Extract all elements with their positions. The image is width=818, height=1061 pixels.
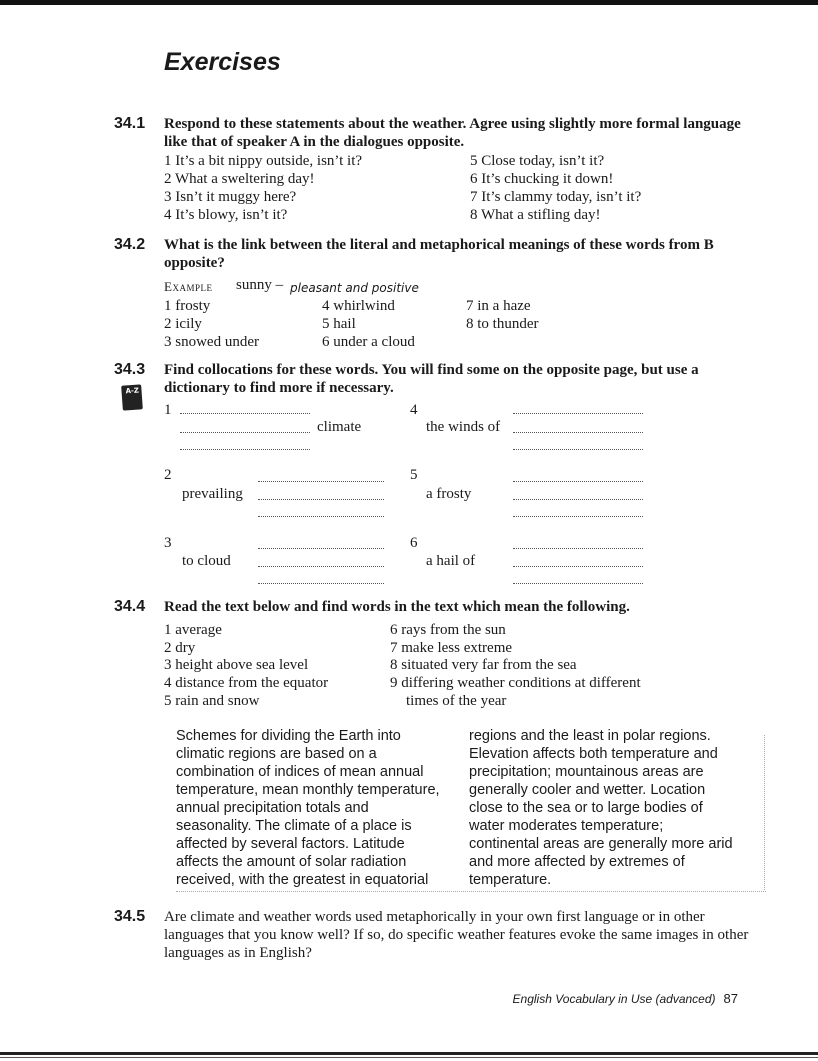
blank-line[interactable] (513, 583, 643, 584)
blank-line[interactable] (513, 449, 643, 450)
collocation-word: to cloud (182, 553, 231, 569)
blank-line[interactable] (513, 413, 643, 414)
blank-line[interactable] (513, 499, 643, 500)
list-item: 9 differing weather conditions at different (390, 675, 641, 691)
list-item: 4 whirlwind (322, 298, 395, 314)
blank-line[interactable] (513, 432, 643, 433)
list-item-continuation: times of the year (406, 693, 507, 709)
page-title: Exercises (164, 48, 281, 76)
blank-line[interactable] (180, 432, 310, 433)
blank-line[interactable] (180, 413, 310, 414)
list-item: 6 rays from the sun (390, 622, 506, 638)
blank-line[interactable] (180, 449, 310, 450)
blank-line[interactable] (513, 481, 643, 482)
list-item: 4 It’s blowy, isn’t it? (164, 207, 288, 223)
passage-edge (176, 891, 766, 892)
passage-left-column: Schemes for dividing the Earth into climatic regions are based on a combination of indices of mean annual temperature, mean monthly temperature, annual precipitation totals and seasonality. The climate of a place is affected by several factors. Latitude affects the amount of solar radiation received, with the greatest in equatorial (176, 728, 440, 888)
item-number: 4 (410, 402, 418, 418)
example-label: Example (164, 279, 213, 294)
list-item: 3 height above sea level (164, 657, 309, 673)
list-item: 7 in a haze (466, 298, 531, 314)
blank-line[interactable] (258, 499, 384, 500)
blank-line[interactable] (513, 516, 643, 517)
list-item: 8 to thunder (466, 316, 539, 332)
list-item: 1 average (164, 622, 222, 638)
exercise-number-34-5: 34.5 (114, 908, 146, 925)
exercise-34-1-question: Respond to these statements about the weather. Agree using slightly more formal language like that of speaker A in the dialogues opposite. (164, 116, 741, 150)
list-item: 1 It’s a bit nippy outside, isn’t it? (164, 153, 363, 169)
list-item: 6 under a cloud (322, 334, 415, 350)
list-item: 5 Close today, isn’t it? (470, 153, 605, 169)
exercise-number-34-3: 34.3 (114, 361, 146, 378)
example-word: sunny – (236, 277, 284, 293)
bottom-rule (0, 1052, 818, 1055)
list-item: 4 distance from the equator (164, 675, 329, 691)
item-number: 6 (410, 535, 418, 551)
passage-right-column: regions and the least in polar regions. Elevation affects both temperature and precipitation; mountainous areas are generally cooler and wetter. Location close to the sea or to large bodies of water moderates temperature; continental areas are generally more arid and more affected by extremes of temperature. (469, 728, 733, 888)
list-item: 8 What a stifling day! (470, 207, 601, 223)
exercise-number-34-1: 34.1 (114, 115, 146, 132)
list-item: 2 dry (164, 640, 196, 656)
footer (513, 991, 738, 1006)
example-answer: pleasant and positive (290, 281, 419, 295)
item-number: 2 (164, 467, 172, 483)
reading-passage (176, 727, 766, 887)
list-item: 3 snowed under (164, 334, 259, 350)
list-item: 5 rain and snow (164, 693, 260, 709)
list-item: 2 icily (164, 316, 202, 332)
blank-line[interactable] (258, 566, 384, 567)
blank-line[interactable] (258, 583, 384, 584)
exercise-number-34-2: 34.2 (114, 236, 146, 253)
list-item: 7 make less extreme (390, 640, 513, 656)
blank-line[interactable] (258, 481, 384, 482)
collocation-word: climate (317, 419, 362, 435)
list-item: 5 hail (322, 316, 356, 332)
exercise-number-34-4: 34.4 (114, 598, 146, 615)
passage-edge (764, 735, 766, 890)
exercise-34-2-question: What is the link between the literal and metaphorical meanings of these words from B opposite? (164, 237, 714, 271)
exercise-34-5-question: Are climate and weather words used metaphorically in your own first language or in other languages that you know well? If so, do specific weather features evoke the same images in other languages as in English? (164, 909, 749, 961)
page-number: 87 (723, 991, 738, 1006)
blank-line[interactable] (258, 516, 384, 517)
item-number: 1 (164, 402, 172, 418)
exercise-34-4-question: Read the text below and find words in the text which mean the following. (164, 599, 630, 615)
collocation-word: prevailing (182, 486, 243, 502)
blank-line[interactable] (513, 548, 643, 549)
list-item: 2 What a sweltering day! (164, 171, 315, 187)
list-item: 1 frosty (164, 298, 211, 314)
collocation-word: a frosty (426, 486, 472, 502)
exercise-34-3-question: Find collocations for these words. You will find some on the opposite page, but use a dictionary to find more if necessary. (164, 362, 699, 396)
item-number: 5 (410, 467, 418, 483)
item-number: 3 (164, 535, 172, 551)
collocation-word: the winds of (426, 419, 501, 435)
bottom-rule (0, 1057, 818, 1058)
collocation-word: a hail of (426, 553, 476, 569)
list-item: 3 Isn’t it muggy here? (164, 189, 297, 205)
blank-line[interactable] (513, 566, 643, 567)
list-item: 6 It’s chucking it down! (470, 171, 614, 187)
blank-line[interactable] (258, 548, 384, 549)
top-rule (0, 0, 818, 5)
list-item: 8 situated very far from the sea (390, 657, 577, 673)
dictionary-icon: A-Z (121, 384, 143, 410)
book-title: English Vocabulary in Use (advanced) (512, 992, 716, 1006)
list-item: 7 It’s clammy today, isn’t it? (470, 189, 642, 205)
